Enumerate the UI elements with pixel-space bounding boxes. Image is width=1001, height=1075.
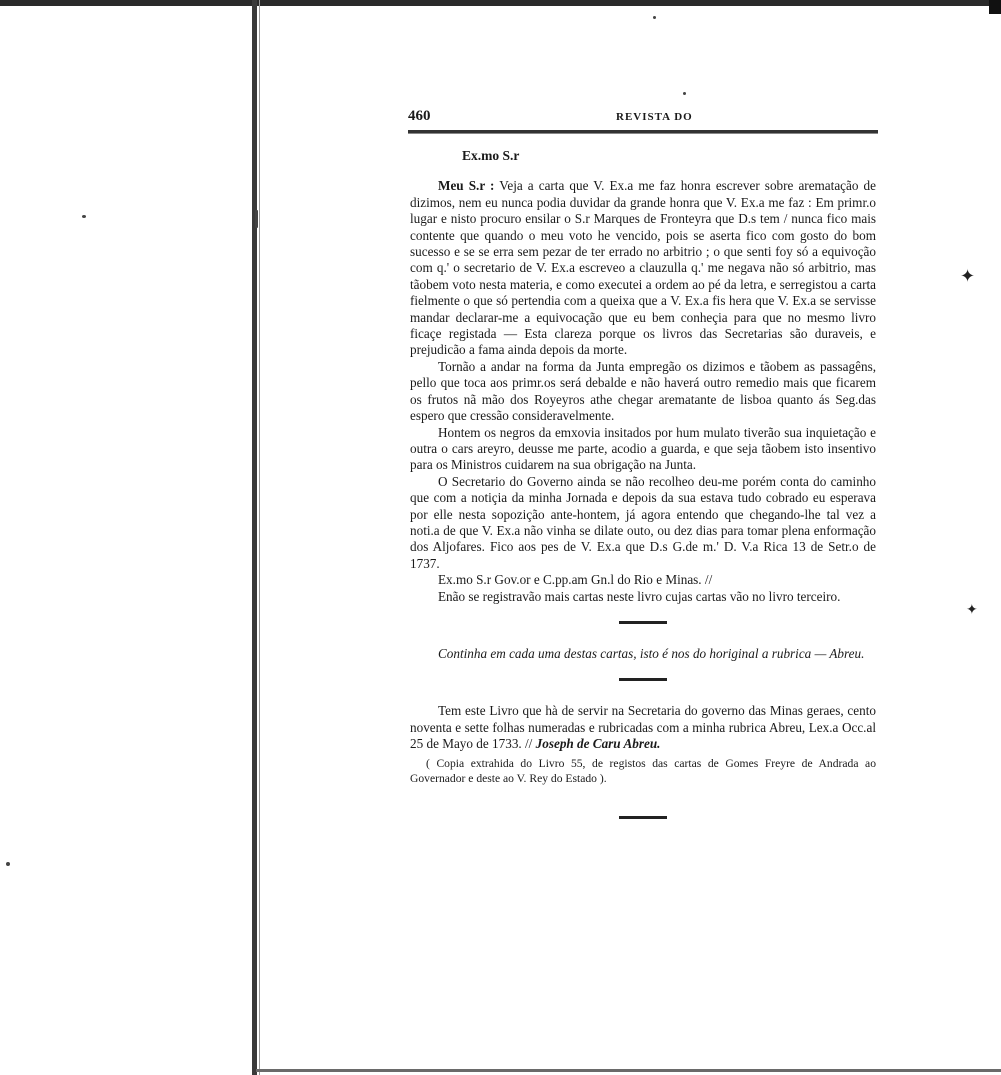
margin-ornament-icon: ✦ — [966, 603, 978, 618]
salutation: Ex.mo S.r — [462, 148, 520, 163]
greeting: Meu S.r : — [438, 178, 495, 194]
section-separator — [619, 816, 667, 819]
paragraph: O Secretario do Governo ainda se não recolheo deu-me porém conta do caminho que com a notiçia da minha Jornada e depois da sua estava tudo cobrado eu esperava por elle nesta sopozição ante-hontem, já agora entendo que chegando-lhe tal vez a noti.a de que V. Ex.a não vinha se dilate outo, ou dez dias para tomar plena enformação dos Aljofares. Fico aos pes de V. Ex.a que D.s G.de m.' D. V.a Rica 13 de Setr.o de 1737. — [410, 473, 876, 571]
paragraph — [410, 178, 876, 358]
paragraph: Ex.mo S.r Gov.or e C.pp.am Gn.l do Rio e Minas. // — [438, 572, 713, 588]
paragraph: Enão se registravão mais cartas neste livro cujas cartas vão no livro terceiro. — [438, 588, 841, 604]
scan-speck — [82, 215, 86, 218]
scan-speck — [683, 92, 686, 95]
scan-top-edge — [0, 0, 1001, 6]
running-head: REVISTA DO — [616, 111, 693, 123]
header-rule — [408, 130, 878, 134]
source-note: ( Copia extrahida do Livro 55, de registos das cartas de Gomes Freyre de Andrada ao Governador e deste ao V. Rey do Estado ). — [410, 756, 876, 785]
scan-speck — [255, 210, 258, 228]
book-gutter-shadow — [259, 0, 260, 1075]
page-header — [408, 108, 878, 128]
scan-speck — [6, 862, 10, 866]
book-gutter — [252, 0, 257, 1075]
section-separator — [619, 621, 667, 624]
paragraph-text: Veja a carta que V. Ex.a me faz honra escrever sobre arematação de dizimos, nem eu nunca podia duvidar da grande honra que V. Ex.a me faz : Em primr.o lugar e nisto procuro ensilar o S.r Marques de Fronteyra que D.s tem / nunca fico mais contente que quando o meu voto he vencido, pois se aserta fico com gosto do bom sucesso e se se erra sem pezar de ter errado no arbitrio ; o que senti foy só a equivoção com q.' o secretario de V. Ex.a escreveo a clauzulla q.' me negava não só arbitrio, mas tãobem voto nesta materia, e como executei a ordem ao pé da letra, e serregistou a carta fielmente o que só pertendia com a queixa que a V. Ex.a fis hera que V. Ex.a se servisse mandar declarar-me a equivocação que eu bem conheçia para que no mesmo livro ficaçe registada — Esta clareza porque os livros das Secretarias são duraveis, e prejudicão a fama ainda depois da morte. — [410, 178, 877, 358]
page-number: 460 — [408, 108, 431, 124]
scan-bottom-edge — [256, 1069, 1001, 1072]
scan-corner-mark — [989, 0, 1001, 14]
paragraph: Hontem os negros da emxovia insitados por hum mulato tiverão sua inquietação e outra o cars areyro, deusse me parte, acodio a guarda, e que seja tãobem isto insentivo para os Ministros cuidarem na sua obrigação na Junta. — [410, 424, 876, 473]
paragraph: Tornão a andar na forma da Junta empregão os dizimos e tãobem as passagêns, pello que toca aos primr.os será debalde e não haverá outro remedio mais que ficarem os frutos nã mão dos Royeyros athe chegar arematante de lisboa quanto ás Seg.das espero que cressão consideravelmente. — [410, 358, 876, 424]
margin-ornament-icon: ✦ — [960, 266, 976, 286]
closing-text: Tem este Livro que hà de servir na Secretaria do governo das Minas geraes, cento noventa e sette folhas numeradas e rubricadas com a minha rubrica Abreu, Lex.a Occ.al 25 de Mayo de 1733. // — [410, 703, 876, 752]
signature: Joseph de Caru Abreu. — [535, 736, 661, 752]
closing-paragraph — [410, 703, 876, 752]
editorial-note: Continha em cada uma destas cartas, isto é nos do horiginal a rubrica — Abreu. — [438, 645, 865, 661]
section-separator — [619, 678, 667, 681]
scan-speck — [653, 16, 656, 19]
page-body — [410, 148, 876, 841]
